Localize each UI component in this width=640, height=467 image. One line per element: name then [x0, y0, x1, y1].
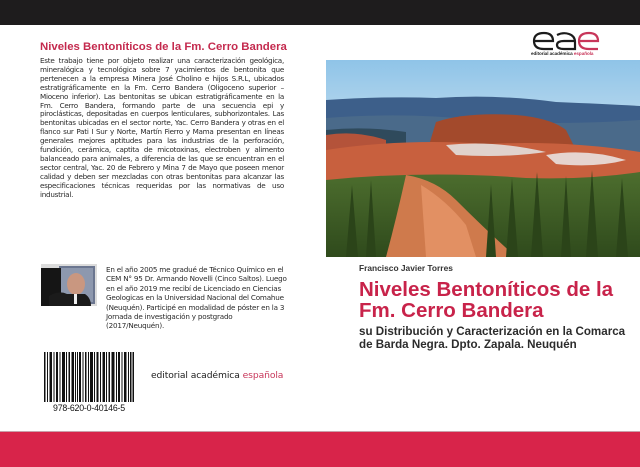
top-black-band — [0, 0, 640, 25]
front-cover-title: Niveles Bentoníticos de la Fm. Cerro Bandera — [359, 278, 614, 322]
logo-caption-accent: española — [573, 51, 594, 56]
front-cover-subtitle: su Distribución y Caracterización en la Comarca de Barda Negra. Dpto. Zapala. Neuquén — [359, 325, 626, 351]
publisher-name — [151, 370, 283, 381]
author-bio: En el año 2005 me gradué de Técnico Químico en el CEM N° 95 Dr. Armando Novelli (Cinco Saltos). Luego en el año 2019 me recibí de Licenciado en Ciencias Geologicas en la Universidad Nacional del Comahue (Neuquén). Participé en modalidad de póster en la 3 Jornada de investigación y postgrado (2017/Neuquén). — [106, 265, 287, 331]
logo-caption — [531, 51, 605, 56]
isbn-barcode — [44, 352, 134, 402]
publisher-accent: española — [242, 370, 284, 381]
back-cover-title: Niveles Bentoníticos de la Fm. Cerro Bandera — [40, 41, 287, 53]
bottom-red-band — [0, 431, 640, 467]
author-photo — [41, 264, 97, 306]
logo-caption-prefix: editorial académica — [531, 51, 574, 56]
cover-landscape-photo — [326, 60, 640, 257]
front-author-name: Francisco Javier Torres — [359, 263, 453, 273]
back-cover-blurb: Este trabajo tiene por objeto realizar una caracterización geológica, mineralógica y tecnológica sobre 7 yacimientos de bentonita que pertenecen a la empresa Minera José Cholino e hijos S.R.L, ubicados estratigráficamente en la Fm. Cerro Bandera (Oligoceno superior – Mioceno inferior). Las bentonitas se ubican estratigráficamente en la Fm. Cerro Bandera, formando parte de una secuencia epi y piroclásticas, depositadas en cuerpos lenticulares, subhorizontales. Las bentonitas ubicadas en el sector norte, Yac. Cerro Bandera y otras en el flanco sur Pati I Sur y Norte, Martín Fierro y Mama presentan en líneas generales mejores aptitudes para las industrias de la perforación, fundición, cerámica, captita de micotoxinas, electroben y alimento balanceado para animales, a diferencia de las que se encuentran en el sector central, Yac. 20 de Febrero y Mina 7 de Mayo que poseen menor calidad y deben ser mezcladas con otras bentonitas para alcanzar las especificaciones técnicas requeridas por las normativas de uso industrial. — [40, 56, 284, 199]
isbn-number: 978-620-0-40146-5 — [53, 403, 125, 413]
publisher-prefix: editorial académica — [151, 370, 243, 381]
